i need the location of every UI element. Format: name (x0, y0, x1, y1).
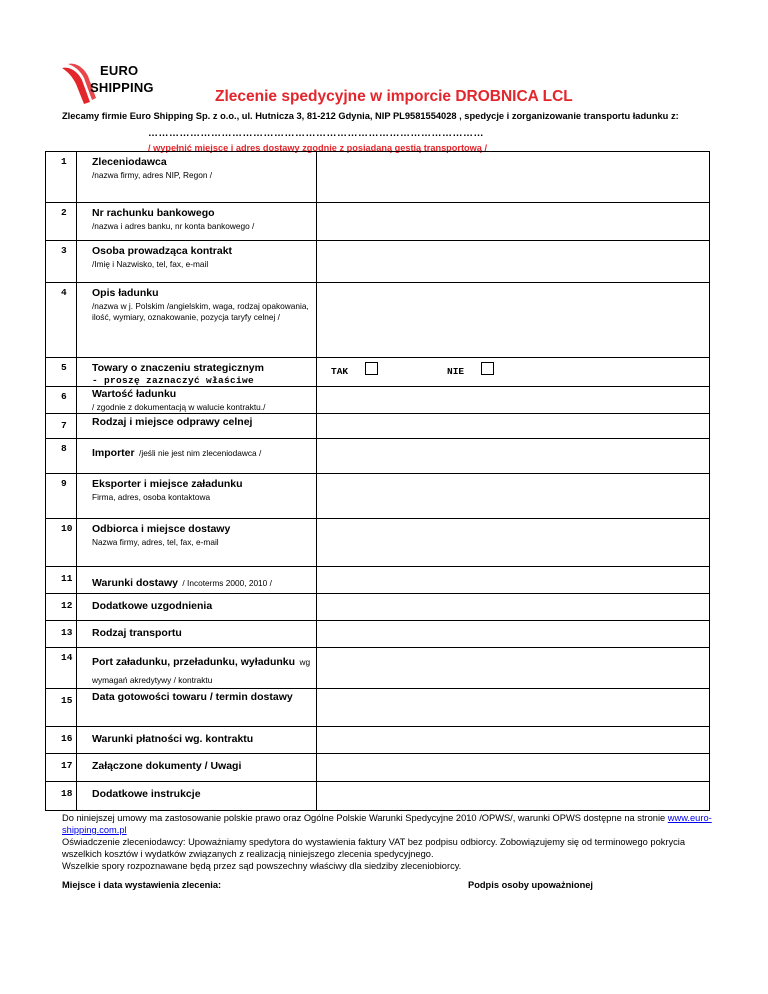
row-number: 5 (46, 358, 77, 387)
order-form-table (45, 151, 710, 811)
row-number: 17 (46, 754, 77, 782)
form-row-1 (46, 152, 710, 203)
row-number: 15 (46, 689, 77, 727)
transport-type-input-cell[interactable] (317, 621, 710, 648)
row-label: Zleceniodawca (92, 156, 167, 168)
yes-checkbox[interactable] (365, 362, 378, 375)
row-label-cell (77, 689, 317, 727)
form-row-17 (46, 754, 710, 782)
row-sublabel: /nazwa w j. Polskim /angielskim, waga, rodzaj opakowania, ilość, wymiary, oznakowanie, pozycja taryfy celnej / (92, 301, 309, 322)
document-title: Zlecenie spedycyjne w imporcie DROBNICA LCL (215, 88, 573, 105)
row-label-cell (77, 241, 317, 283)
row-number: 3 (46, 241, 77, 283)
row-label-cell (77, 782, 317, 811)
row-number: 14 (46, 648, 77, 689)
row-number: 2 (46, 203, 77, 241)
form-row-16 (46, 727, 710, 754)
attached-documents-input-cell[interactable] (317, 754, 710, 782)
logo-line-2: SHIPPING (90, 80, 154, 95)
form-row-18 (46, 782, 710, 811)
row-sublabel: wg wymagań akredytywy / kontraktu (92, 657, 311, 685)
row-number: 18 (46, 782, 77, 811)
logo-line-1: EURO (100, 63, 139, 78)
additional-agreements-input-cell[interactable] (317, 594, 710, 621)
row-label: Port załadunku, przeładunku, wyładunku (92, 656, 296, 668)
row-label-cell (77, 439, 317, 474)
customs-clearance-input-cell[interactable] (317, 414, 710, 439)
place-date-label: Miejsce i data wystawienia zlecenia: (62, 880, 222, 890)
row-label-cell (77, 474, 317, 519)
row-label-cell (77, 358, 317, 387)
row-label: Osoba prowadząca kontrakt (92, 245, 233, 257)
row-label-cell (77, 567, 317, 594)
signature-label: Podpis osoby upoważnionej (468, 880, 593, 890)
row-label-cell (77, 648, 317, 689)
row-label: Towary o znaczeniu strategicznym (92, 362, 264, 374)
row-number: 16 (46, 727, 77, 754)
row-sublabel: / Incoterms 2000, 2010 / (182, 578, 272, 588)
row-label-cell (77, 283, 317, 358)
row-label-cell (77, 621, 317, 648)
row-number: 13 (46, 621, 77, 648)
form-row-11 (46, 567, 710, 594)
footer-law-paragraph (62, 812, 722, 836)
row-number: 1 (46, 152, 77, 203)
row-number: 9 (46, 474, 77, 519)
row-sublabel: /nazwa firmy, adres NIP, Regon / (92, 170, 213, 180)
row-sublabel: - proszę zaznaczyć właściwe (92, 375, 255, 386)
row-label: Eksporter i miejsce załadunku (92, 478, 243, 490)
delivery-terms-input-cell[interactable] (317, 567, 710, 594)
form-row-14 (46, 648, 710, 689)
form-row-9 (46, 474, 710, 519)
additional-instructions-input-cell[interactable] (317, 782, 710, 811)
website-link[interactable]: www.euro-shipping.com.pl (62, 813, 712, 835)
footer-law-text: Do niniejszej umowy ma zastosowanie polskie prawo oraz Ogólne Polskie Warunki Spedycyjne 2010 /OPWS/, warunki OPWS dostępne na stronie (62, 813, 668, 823)
payment-terms-input-cell[interactable] (317, 727, 710, 754)
no-checkbox[interactable] (481, 362, 494, 375)
form-row-13 (46, 621, 710, 648)
row-label-cell (77, 594, 317, 621)
form-row-10 (46, 519, 710, 567)
exporter-input-cell[interactable] (317, 474, 710, 519)
row-label: Importer (92, 447, 135, 459)
contact-person-input-cell[interactable] (317, 241, 710, 283)
row-label: Data gotowości towaru / termin dostawy (92, 691, 293, 703)
row-number: 12 (46, 594, 77, 621)
footer-disputes: Wszelkie spory rozpoznawane będą przez sąd powszechny właściwy dla siedziby zleceniobiorcy. (62, 861, 462, 871)
logo-text (86, 62, 154, 96)
row-number: 7 (46, 414, 77, 439)
row-label-cell (77, 152, 317, 203)
row-number: 11 (46, 567, 77, 594)
form-row-5 (46, 358, 710, 387)
row-sublabel: /Imię i Nazwisko, tel, fax, e-mail (92, 259, 209, 269)
form-row-7 (46, 414, 710, 439)
row-label-cell (77, 754, 317, 782)
row-label: Załączone dokumenty / Uwagi (92, 760, 242, 772)
form-row-12 (46, 594, 710, 621)
readiness-date-input-cell[interactable] (317, 689, 710, 727)
intro-text: Zlecamy firmie Euro Shipping Sp. z o.o., ul. Hutnicza 3, 81-212 Gdynia, NIP PL9581554028 , spedycje i zorganizowanie transportu ładunku z: (62, 111, 679, 121)
row-sublabel: Nazwa firmy, adres, tel, fax, e-mail (92, 537, 219, 547)
bank-account-input-cell[interactable] (317, 203, 710, 241)
row-sublabel: / zgodnie z dokumentacją w walucie kontraktu./ (92, 402, 266, 412)
form-row-15 (46, 689, 710, 727)
yes-label: TAK (331, 366, 349, 377)
row-label: Odbiorca i miejsce dostawy (92, 523, 231, 535)
row-number: 6 (46, 387, 77, 414)
form-row-2 (46, 203, 710, 241)
row-label: Rodzaj i miejsce odprawy celnej (92, 416, 253, 428)
cargo-description-input-cell[interactable] (317, 283, 710, 358)
client-input-cell[interactable] (317, 152, 710, 203)
ports-input-cell[interactable] (317, 648, 710, 689)
row-label-cell (77, 414, 317, 439)
row-label: Rodzaj transportu (92, 627, 182, 639)
footer-declaration: Oświadczenie zleceniodawcy: Upoważniamy spedytora do wystawienia faktury VAT bez podpisu odbiorcy. Zobowiązujemy się od terminowego pokrycia wszelkich kosztów i wydatków związanych z realizacją niniejszego zlecenia spedycyjnego. (62, 837, 686, 859)
footer-terms (62, 812, 722, 872)
fill-in-hint: / wypełnić miejsce i adres dostawy zgodnie z posiadaną gestią transportową / (148, 143, 488, 153)
row-sublabel: /nazwa i adres banku, nr konta bankowego / (92, 221, 255, 231)
row-label-cell (77, 387, 317, 414)
row-label: Warunki dostawy (92, 577, 178, 589)
row-sublabel: Firma, adres, osoba kontaktowa (92, 492, 211, 502)
cargo-value-input-cell[interactable] (317, 387, 710, 414)
form-row-8 (46, 439, 710, 474)
fill-in-line[interactable]: …………………………………………………………………………………… (148, 128, 484, 139)
row-label: Warunki płatności wg. kontraktu (92, 733, 254, 745)
row-label-cell (77, 203, 317, 241)
importer-input-cell[interactable] (317, 439, 710, 474)
row-label: Dodatkowe uzgodnienia (92, 600, 213, 612)
row-number: 4 (46, 283, 77, 358)
strategic-goods-cell (317, 358, 710, 387)
row-label: Dodatkowe instrukcje (92, 788, 201, 800)
row-number: 10 (46, 519, 77, 567)
form-row-3 (46, 241, 710, 283)
row-label-cell (77, 727, 317, 754)
form-row-6 (46, 387, 710, 414)
form-row-4 (46, 283, 710, 358)
row-label-cell (77, 519, 317, 567)
row-sublabel: /jeśli nie jest nim zleceniodawca / (139, 448, 262, 458)
no-label: NIE (447, 366, 465, 377)
row-number: 8 (46, 439, 77, 474)
row-label: Wartość ładunku (92, 388, 177, 400)
consignee-input-cell[interactable] (317, 519, 710, 567)
row-label: Nr rachunku bankowego (92, 207, 215, 219)
row-label: Opis ładunku (92, 287, 159, 299)
